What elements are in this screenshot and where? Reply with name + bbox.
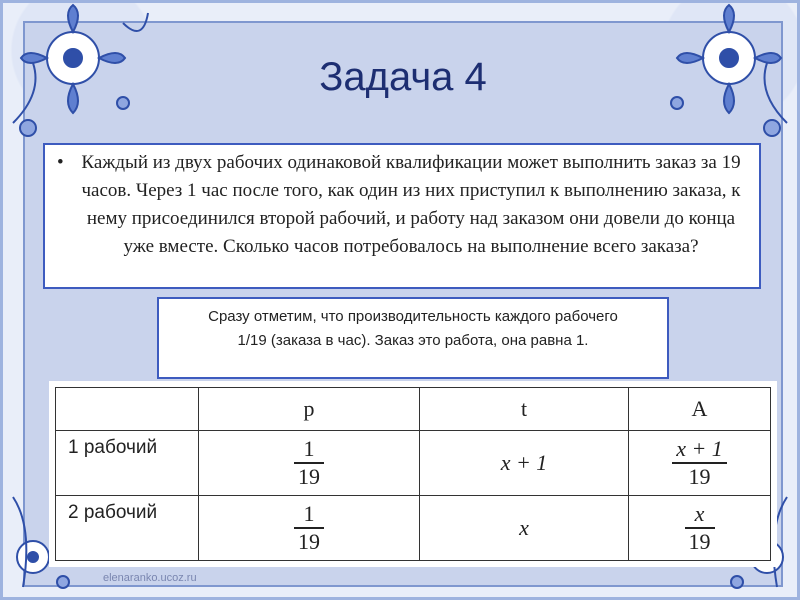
fraction <box>294 436 324 490</box>
solution-table-container <box>49 381 777 567</box>
row-label: 1 рабочий <box>56 431 199 496</box>
header-p: p <box>199 388 420 431</box>
problem-text: Каждый из двух рабочих одинаковой квалификации может выполнить заказ за 19 часов. Через 1 час после того, как один из них приступил к выполнению заказа, к нему присоединился второй рабочий, и работу над заказом они довели до конца уже вместе. Сколько часов потребовалось на выполнение всего заказа? <box>81 152 741 257</box>
table-header-row <box>56 388 771 431</box>
header-t: t <box>420 388 629 431</box>
cell-t <box>420 431 629 496</box>
table-row <box>56 431 771 496</box>
fraction-denominator: 19 <box>672 462 727 490</box>
slide-title: Задача 4 <box>319 55 487 99</box>
fraction <box>685 501 715 555</box>
fraction-denominator: 19 <box>294 462 324 490</box>
header-a: A <box>629 388 771 431</box>
row-label: 2 рабочий <box>56 496 199 561</box>
cell-p <box>199 431 420 496</box>
problem-statement-box <box>43 143 761 289</box>
note-line-1: Сразу отметим, что производительность каждого рабочего <box>208 308 618 325</box>
solution-table <box>55 387 771 561</box>
cell-a <box>629 431 771 496</box>
time-expression: x + 1 <box>500 450 548 475</box>
fraction-denominator: 19 <box>685 527 715 555</box>
footer-watermark: elenaranko.ucoz.ru <box>103 572 197 584</box>
cell-a <box>629 496 771 561</box>
floral-ornament-icon <box>3 3 153 153</box>
header-empty <box>56 388 199 431</box>
cell-t <box>420 496 629 561</box>
fraction-numerator: 1 <box>303 436 315 461</box>
time-expression: x <box>519 515 529 540</box>
cell-p <box>199 496 420 561</box>
fraction-numerator: x <box>694 501 705 526</box>
note-box <box>157 297 669 379</box>
fraction <box>672 436 727 490</box>
fraction-numerator: x + 1 <box>676 436 723 461</box>
fraction <box>294 501 324 555</box>
table-row <box>56 496 771 561</box>
fraction-denominator: 19 <box>294 527 324 555</box>
floral-ornament-icon <box>647 3 797 153</box>
note-line-2: 1/19 (заказа в час). Заказ это работа, она равна 1. <box>237 332 589 349</box>
bullet-marker: • <box>57 152 64 173</box>
fraction-numerator: 1 <box>303 501 315 526</box>
